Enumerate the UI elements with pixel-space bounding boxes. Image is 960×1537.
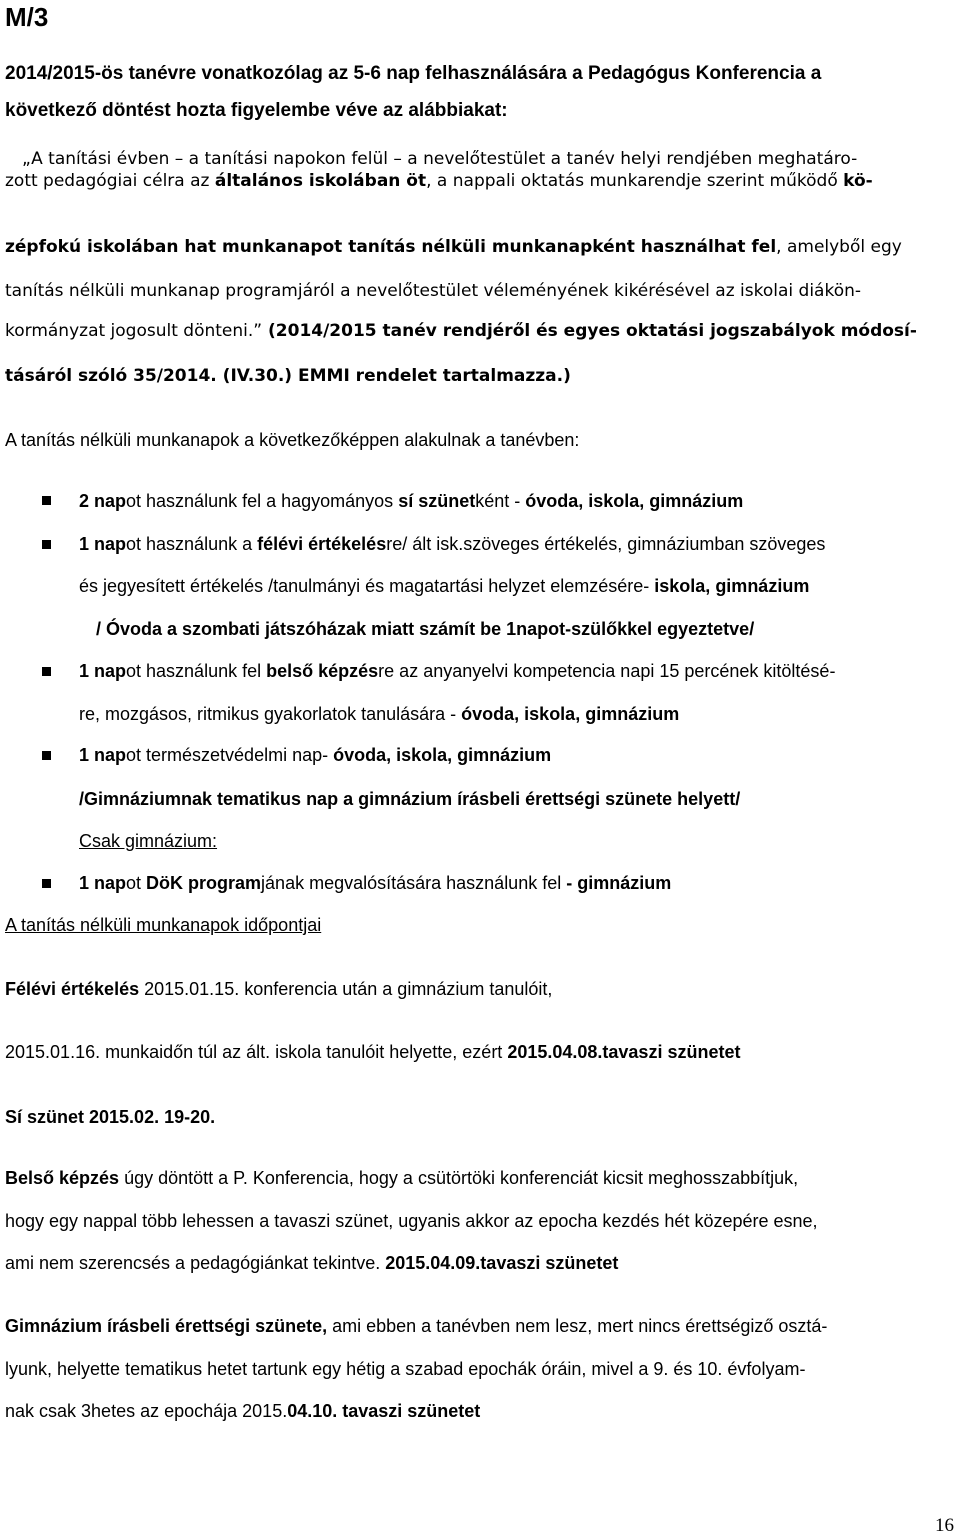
text: nak csak 3hetes az epochája 2015. (5, 1401, 288, 1421)
quote-line-1: „A tanítási évben – a tanítási napokon felül – a nevelőtestület a tanév helyi rendjében meghatáro- (22, 149, 858, 169)
bullet-item-2-note: / Óvoda a szombati játszóházak miatt számít be 1napot-szülőkkel egyeztetve/ (96, 619, 755, 639)
bullet-item-2-continued (79, 576, 809, 597)
bullet-item-4 (79, 745, 551, 766)
text-bold: óvoda, iskola, gimnázium (461, 704, 680, 724)
text: és jegyesített értékelés /tanulmányi és magatartási helyzet elemzésére- (79, 576, 655, 596)
text: ként - (475, 491, 526, 511)
text-bold: belső képzés (266, 661, 379, 681)
text: re, mozgásos, ritmikus gyakorlatok tanulására - (79, 704, 462, 724)
text-bold: óvoda, iskola, gimnázium (333, 745, 552, 765)
text-bold: 2015.04.08.tavaszi szünetet (507, 1042, 741, 1062)
bullet-item-2 (79, 534, 825, 555)
date-exam-break-line-2: lyunk, helyette tematikus hetet tartunk egy hétig a szabad epochák óráin, mivel a 9. és 10. évfolyam- (5, 1359, 806, 1379)
text-bold: sí szünet (398, 491, 476, 511)
quote-line-5 (5, 321, 917, 341)
quote-line-2 (5, 171, 873, 191)
text: ami ebben a tanévben nem lesz, mert nincs érettségiző osztá- (327, 1316, 828, 1336)
text: ami nem szerencsés a pedagógiánkat tekintve. (5, 1253, 386, 1273)
heading-line-2: következő döntést hozta figyelembe véve az alábbiakat: (5, 100, 508, 121)
bullet-square-icon (42, 667, 51, 676)
section-heading: A tanítás nélküli munkanapok a következőképpen alakulnak a tanévben: (5, 430, 580, 450)
page-number: 16 (935, 1515, 954, 1536)
text-bold: zépfokú iskolában hat munkanapot tanítás nélküli munkanapként használhat fel (5, 237, 777, 257)
bullet-item-4-note: /Gimnáziumnak tematikus nap a gimnázium írásbeli érettségi szünete helyett/ (79, 789, 741, 809)
text: zott pedagógiai célra az (5, 171, 215, 191)
text: kormányzat jogosult dönteni.” (5, 321, 263, 341)
text-bold: DöK program (146, 873, 262, 893)
heading-line-1: 2014/2015-ös tanévre vonatkozólag az 5-6 nap felhasználására a Pedagógus Konferencia a (5, 63, 822, 84)
text: , amelyből egy (776, 237, 902, 257)
bullet-item-3 (79, 661, 835, 682)
text: re/ ált isk.szöveges értékelés, gimnáziumban szöveges (386, 534, 826, 554)
date-internal-training-line-1 (5, 1168, 798, 1189)
bullet-square-icon (42, 751, 51, 760)
gymnasium-only-label: Csak gimnázium: (79, 831, 218, 851)
date-internal-training-line-2: hogy egy nappal több lehessen a tavaszi szünet, ugyanis akkor az epocha kezdés hét közepére esne, (5, 1211, 818, 1231)
text-bold: - gimnázium (566, 873, 672, 893)
date-general-school (5, 1042, 740, 1063)
date-exam-break-line-1 (5, 1316, 827, 1337)
text: re az anyanyelvi kompetencia napi 15 percének kitöltésé- (378, 661, 836, 681)
document-code: M/3 (5, 2, 49, 32)
text-bold: 1 nap (79, 745, 127, 765)
bullet-item-1 (79, 491, 743, 512)
text: 2015.01.15. konferencia után a gimnázium tanulóit, (139, 979, 553, 999)
text: ot használunk fel (126, 661, 267, 681)
date-semester-evaluation (5, 979, 552, 1000)
text-bold: 1 nap (79, 873, 127, 893)
date-exam-break-line-3 (5, 1401, 480, 1422)
text-bold: Belső képzés (5, 1168, 120, 1188)
text: 2015.01.16. munkaidőn túl az ált. iskola tanulóit helyette, ezért (5, 1042, 508, 1062)
quote-line-6: tásáról szóló 35/2014. (IV.30.) EMMI rendelet tartalmazza.) (5, 366, 571, 386)
text-bold: 2 nap (79, 491, 127, 511)
text-bold: (2014/2015 tanév rendjéről és egyes oktatási jogszabályok módosí- (262, 321, 917, 341)
text-bold: félévi értékelés (257, 534, 387, 554)
text: ot használunk a (126, 534, 258, 554)
quote-line-4: tanítás nélküli munkanap programjáról a nevelőtestület véleményének kikérésével az iskolai diákön- (5, 281, 862, 301)
text-bold: iskola, gimnázium (654, 576, 810, 596)
text: ot (126, 873, 147, 893)
bullet-square-icon (42, 879, 51, 888)
bullet-square-icon (42, 540, 51, 549)
text-bold: Gimnázium írásbeli érettségi szünete, (5, 1316, 328, 1336)
text: ot használunk fel a hagyományos (126, 491, 399, 511)
bullet-item-3-continued (79, 704, 679, 725)
text: , a nappali oktatás munkarendje szerint működő (426, 171, 844, 191)
text-bold: általános iskolában öt (214, 171, 427, 191)
dates-heading: A tanítás nélküli munkanapok időpontjai (5, 915, 322, 935)
text-bold: 1 nap (79, 661, 127, 681)
text-bold: 1 nap (79, 534, 127, 554)
quote-line-3 (5, 237, 902, 257)
text-bold: kö- (843, 171, 873, 191)
bullet-item-5 (79, 873, 671, 894)
text: úgy döntött a P. Konferencia, hogy a csütörtöki konferenciát kicsit meghosszabbítjuk, (119, 1168, 799, 1188)
text-bold: 04.10. tavaszi szünetet (287, 1401, 481, 1421)
text-bold: 2015.04.09.tavaszi szünetet (385, 1253, 619, 1273)
date-internal-training-line-3 (5, 1253, 618, 1274)
text: jának megvalósítására használunk fel (261, 873, 567, 893)
text-bold: óvoda, iskola, gimnázium (525, 491, 744, 511)
text-bold: Félévi értékelés (5, 979, 140, 999)
bullet-square-icon (42, 496, 51, 505)
text: ot természetvédelmi nap- (126, 745, 334, 765)
date-ski-break: Sí szünet 2015.02. 19-20. (5, 1107, 216, 1127)
